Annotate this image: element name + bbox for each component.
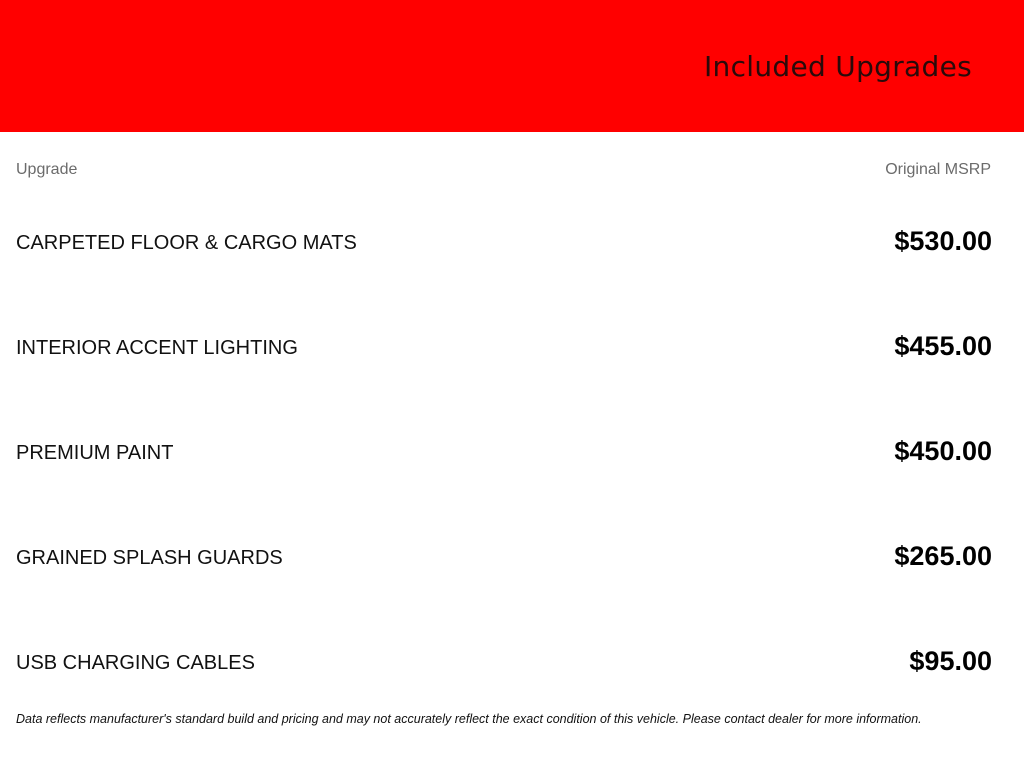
header-banner — [0, 0, 1024, 132]
table-row — [0, 327, 1024, 367]
upgrade-name: INTERIOR ACCENT LIGHTING — [16, 337, 298, 359]
upgrade-price: $265.00 — [894, 541, 992, 571]
table-row — [0, 432, 1024, 472]
column-header-msrp: Original MSRP — [885, 161, 991, 178]
table-row — [0, 222, 1024, 262]
upgrade-price: $450.00 — [894, 436, 992, 466]
disclaimer-text: Data reflects manufacturer's standard build and pricing and may not accurately reflect the exact condition of this vehicle. Please contact dealer for more information. — [16, 712, 922, 726]
upgrade-price: $95.00 — [909, 646, 992, 676]
upgrade-name: GRAINED SPLASH GUARDS — [16, 547, 283, 569]
upgrade-price: $530.00 — [894, 226, 992, 256]
column-header-upgrade: Upgrade — [16, 161, 78, 178]
upgrade-name: PREMIUM PAINT — [16, 442, 174, 464]
table-row — [0, 642, 1024, 682]
upgrade-name: USB CHARGING CABLES — [16, 652, 255, 674]
upgrade-name: CARPETED FLOOR & CARGO MATS — [16, 232, 357, 254]
table-row — [0, 537, 1024, 577]
page-title: Included Upgrades — [704, 50, 972, 83]
upgrade-price: $455.00 — [894, 331, 992, 361]
